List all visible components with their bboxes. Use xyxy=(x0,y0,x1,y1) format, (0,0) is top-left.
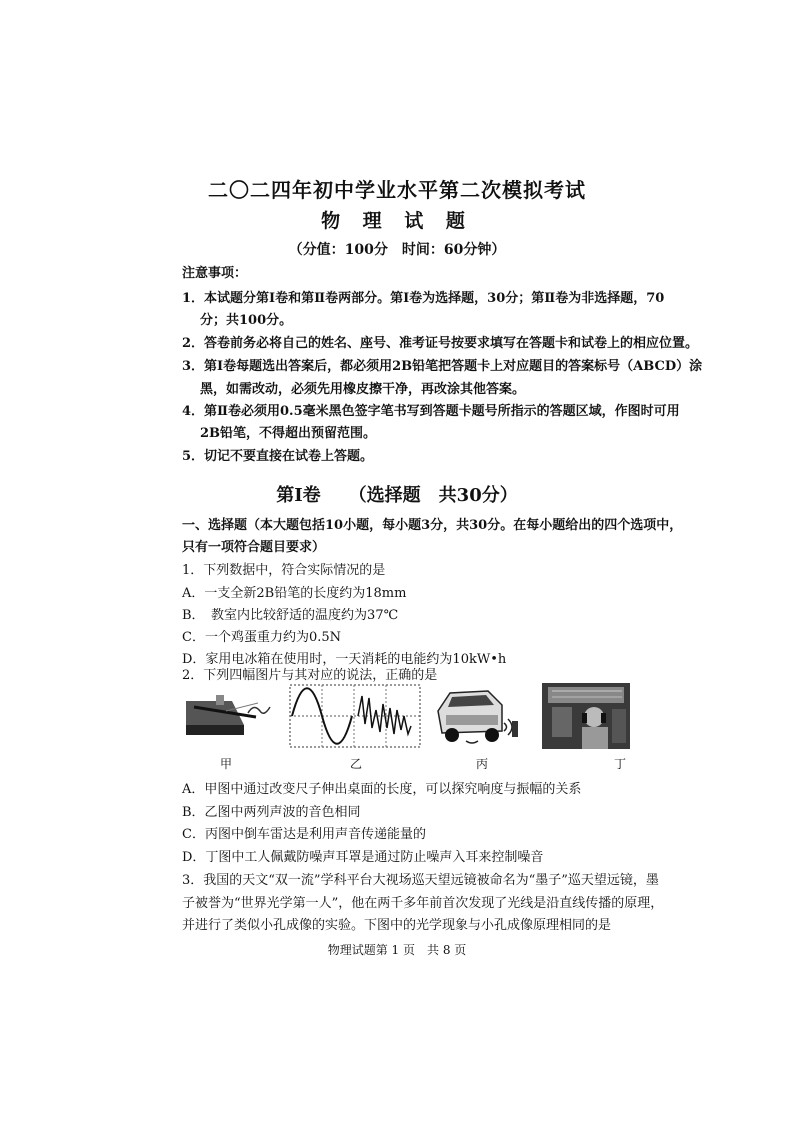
figure-reversing-car xyxy=(432,683,520,749)
figure-label-bing: 丙 xyxy=(475,757,488,771)
notice-item-1: 1．本试题分第Ⅰ卷和第Ⅱ卷两部分。第Ⅰ卷为选择题，30分；第Ⅱ卷为非选择题，70 xyxy=(182,291,665,306)
question-1-option-a: A．一支全新2B铅笔的长度约为18mm xyxy=(182,586,407,601)
exam-meta: （分值：100分 时间：60分钟） xyxy=(288,242,506,258)
question-2-option-a: A．甲图中通过改变尺子伸出桌面的长度，可以探究响度与振幅的关系 xyxy=(182,782,582,797)
figure-label-jia: 甲 xyxy=(219,757,232,771)
question-2-option-b: B．乙图中两列声波的音色相同 xyxy=(182,805,361,820)
figure-sound-waves xyxy=(288,683,422,749)
notice-item-1-cont: 分；共100分。 xyxy=(200,313,293,328)
section-title xyxy=(0,481,794,507)
exam-subject: 物 理 试 题 xyxy=(321,210,473,232)
question-1-option-c: C．一个鸡蛋重力约为0.5N xyxy=(182,630,341,645)
notice-item-2: 2．答卷前务必将自己的姓名、座号、准考证号按要求填写在答题卡和试卷上的相应位置。 xyxy=(182,336,699,351)
question-2-option-c: C．丙图中倒车雷达是利用声音传递能量的 xyxy=(182,827,426,842)
page-number: 物理试题第 1 页 xyxy=(327,943,415,957)
question-1-option-b: B． 教室内比较舒适的温度约为37℃ xyxy=(182,608,399,623)
question-3-stem-cont-2: 并进行了类似小孔成像的实验。下图中的光学现象与小孔成像原理相同的是 xyxy=(182,918,612,933)
section-instruction-cont: 只有一项符合题目要求） xyxy=(182,540,326,555)
section-name: 第Ⅰ卷 xyxy=(276,485,321,506)
question-3-stem-cont-1: 子被誉为“世界光学第一人”，他在两千多年前首次发现了光线是沿直线传播的原理， xyxy=(182,896,664,911)
question-3-stem: 3．我国的天文“双一流”学科平台大视场巡天望远镜被命名为“墨子”巡天望远镜，墨 xyxy=(182,873,659,888)
notice-item-3-cont: 黑，如需改动，必须先用橡皮擦干净，再改涂其他答案。 xyxy=(200,382,526,397)
figure-label-ding: 丁 xyxy=(613,757,626,771)
question-1-stem: 1．下列数据中，符合实际情况的是 xyxy=(182,563,386,578)
notice-item-3: 3．第Ⅰ卷每题选出答案后，都必须用2B铅笔把答题卡上对应题目的答案标号（ABCD）涂 xyxy=(182,359,703,374)
section-instruction: 一、选择题（本大题包括10小题，每小题3分，共30分。在每小题给出的四个选项中， xyxy=(182,518,683,533)
section-subtitle: （选择题 共30分） xyxy=(348,485,518,506)
notice-item-4: 4．第Ⅱ卷必须用0.5毫米黑色签字笔书写到答题卡题号所指示的答题区域，作图时可用 xyxy=(182,404,680,419)
exam-title: 二〇二四年初中学业水平第二次模拟考试 xyxy=(208,178,586,202)
figure-worker-earmuffs xyxy=(542,683,630,749)
question-2-stem: 2．下列四幅图片与其对应的说法，正确的是 xyxy=(182,668,438,683)
notice-heading: 注意事项： xyxy=(182,266,248,281)
question-1-option-d: D．家用电冰箱在使用时，一天消耗的电能约为10kW•h xyxy=(182,652,507,667)
question-2-figures xyxy=(186,683,630,771)
figure-ruler-on-desk xyxy=(186,683,276,749)
page-footer xyxy=(0,941,794,958)
notice-item-4-cont: 2B铅笔，不得超出预留范围。 xyxy=(200,426,377,441)
question-2-option-d: D．丁图中工人佩戴防噪声耳罩是通过防止噪声入耳来控制噪音 xyxy=(182,850,544,865)
page-total: 共 8 页 xyxy=(427,943,467,957)
notice-item-5: 5．切记不要直接在试卷上答题。 xyxy=(182,449,374,464)
figure-label-yi: 乙 xyxy=(349,757,362,771)
